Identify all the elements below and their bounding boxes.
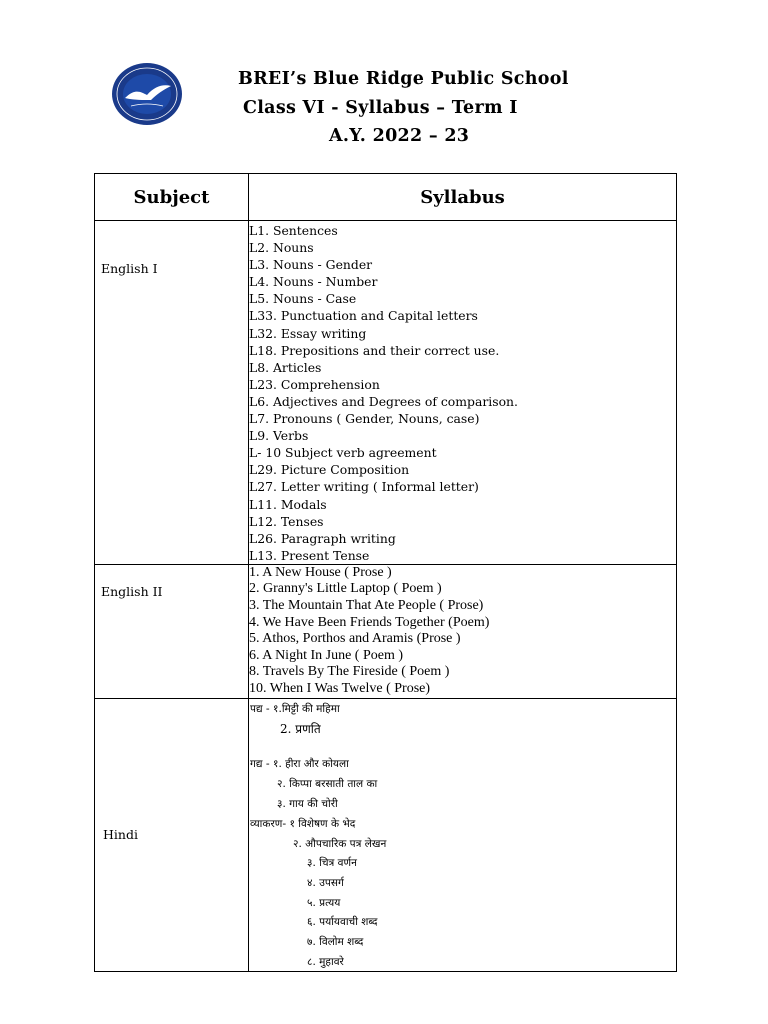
list-item: ७. विलोम शब्द [307,935,364,948]
list-item: ६. पर्यायवाची शब्द [307,915,378,928]
list-item: L9. Verbs [249,428,309,444]
english-2-list [249,565,676,698]
list-item: L32. Essay writing [249,325,367,341]
list-item: L18. Prepositions and their correct use. [249,342,500,358]
list-item: L26. Paragraph writing [249,530,396,546]
list-item: 10. When I Was Twelve ( Prose) [249,681,431,697]
list-item: L3. Nouns - Gender [249,257,373,273]
syllabus-english-2 [249,564,677,698]
class-syllabus-title: Class VI - Syllabus – Term I [243,98,518,118]
list-item: व्याकरण- १ विशेषण के भेद [250,817,356,830]
list-item: ३. गाय की चोरी [277,797,338,810]
list-item: L13. Present Tense [249,547,370,563]
table-row [95,698,677,971]
subject-hindi: Hindi [95,698,249,971]
list-item: L23. Comprehension [249,376,380,392]
list-item: 2. प्रणति [280,721,321,736]
list-item: L33. Punctuation and Capital letters [249,308,478,324]
list-item: L8. Articles [249,359,322,375]
list-item: पद्य - १.मिट्टी की महिमा [250,702,340,715]
table-row [95,564,677,698]
academic-year: A.Y. 2022 – 23 [329,126,470,146]
list-item: 2. Granny's Little Laptop ( Poem ) [249,581,442,597]
table-row [95,221,677,565]
school-name: BREI’s Blue Ridge Public School [238,69,569,89]
list-item: L4. Nouns - Number [249,274,378,290]
list-item: L- 10 Subject verb agreement [249,445,437,461]
list-item: L1. Sentences [249,223,338,238]
list-item: L2. Nouns [249,240,314,256]
list-item: २. औपचारिक पत्र लेखन [293,837,387,850]
list-item: ८. मुहावरे [307,955,344,968]
list-item: २. किप्पा बरसाती ताल का [277,777,378,790]
list-item: 6. A Night In June ( Poem ) [249,647,403,663]
list-item: 5. Athos, Porthos and Aramis (Prose ) [249,631,461,647]
list-item: 4. We Have Been Friends Together (Poem) [249,614,490,630]
syllabus-english-1 [249,221,677,565]
list-item: गद्य - १. हीरा और कोयला [250,757,349,770]
list-item: ३. चित्र वर्णन [307,856,357,869]
list-item: L7. Pronouns ( Gender, Nouns, case) [249,411,480,427]
list-item: L6. Adjectives and Degrees of comparison. [249,393,518,409]
english-1-list [249,221,676,564]
list-item: L27. Letter writing ( Informal letter) [249,479,479,495]
syllabus-hindi [249,698,677,971]
list-item: L29. Picture Composition [249,462,410,478]
list-item: ४. उपसर्ग [307,876,344,889]
list-item: L5. Nouns - Case [249,291,357,307]
subject-english-1: English I [95,221,249,565]
list-item: L12. Tenses [249,513,324,529]
list-item: 8. Travels By The Fireside ( Poem ) [249,664,450,680]
list-item: L11. Modals [249,496,327,512]
subject-english-2: English II [95,564,249,698]
list-item: 1. A New House ( Prose ) [249,564,392,580]
school-crest-icon [111,62,183,126]
list-item: 3. The Mountain That Ate People ( Prose) [249,598,484,614]
subject-column-header: Subject [95,174,249,221]
syllabus-column-header: Syllabus [249,174,677,221]
syllabus-table [94,173,677,972]
list-item: ५. प्रत्यय [307,896,341,909]
table-header-row [95,174,677,221]
